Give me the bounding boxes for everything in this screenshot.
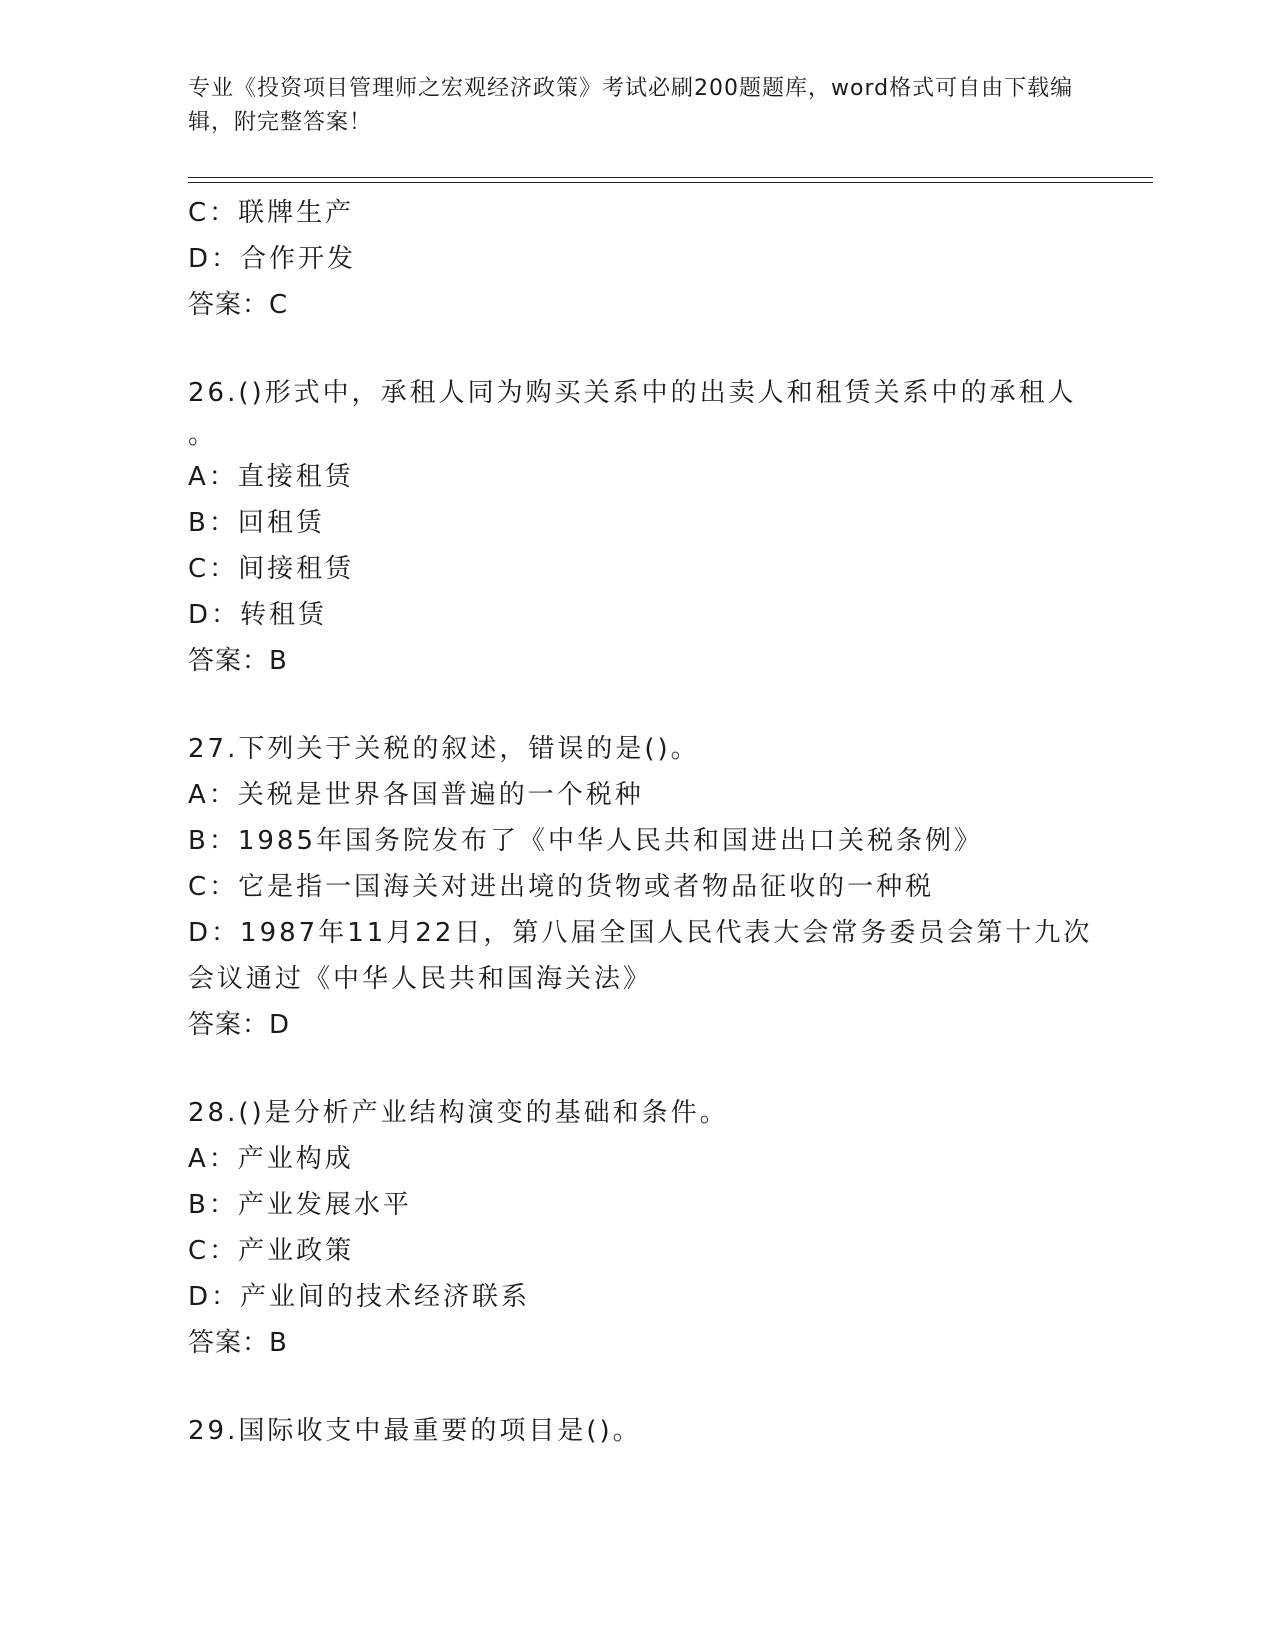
- question-stem: 26.()形式中，承租人同为购买关系中的出卖人和租赁关系中的承租人: [188, 378, 1077, 408]
- option-c: C：联牌生产: [188, 198, 355, 228]
- question-26: [188, 370, 1088, 684]
- option-b: B：产业发展水平: [188, 1190, 412, 1220]
- option-b: B：回租赁: [188, 508, 325, 538]
- option-d: D：合作开发: [188, 244, 357, 274]
- option-d-continued: 会议通过《中华人民共和国海关法》: [188, 964, 653, 994]
- option-d: D：1987年11月22日，第八届全国人民代表大会常务委员会第十九次: [188, 918, 1093, 948]
- question-27: [188, 726, 1093, 1048]
- header-divider-top: [188, 177, 1153, 178]
- option-c: C：它是指一国海关对进出境的货物或者物品征收的一种税: [188, 872, 935, 902]
- question-stem: 29.国际收支中最重要的项目是()。: [188, 1416, 642, 1446]
- header-divider-bottom: [188, 182, 1153, 183]
- option-c: C：间接租赁: [188, 554, 355, 584]
- option-d: D：产业间的技术经济联系: [188, 1282, 531, 1312]
- answer-line: 答案：B: [188, 1328, 288, 1358]
- question-stem: 27.下列关于关税的叙述，错误的是()。: [188, 734, 700, 764]
- answer-line: 答案：C: [188, 290, 289, 320]
- question-stem-tail: 。: [188, 420, 218, 450]
- answer-line: 答案：B: [188, 646, 288, 676]
- option-a: A：产业构成: [188, 1144, 354, 1174]
- previous-question-remainder: [188, 190, 1088, 328]
- question-content: [188, 190, 1093, 1454]
- answer-line: 答案：D: [188, 1010, 291, 1040]
- option-a: A：直接租赁: [188, 462, 354, 492]
- question-29: [188, 1408, 1088, 1454]
- option-c: C：产业政策: [188, 1236, 355, 1266]
- option-d: D：转租赁: [188, 600, 328, 630]
- question-stem: 28.()是分析产业结构演变的基础和条件。: [188, 1098, 729, 1128]
- option-b: B：1985年国务院发布了《中华人民共和国进出口关税条例》: [188, 826, 984, 856]
- question-28: [188, 1090, 1088, 1366]
- document-header: 专业《投资项目管理师之宏观经济政策》考试必刷200题题库，word格式可自由下载编辑，附完整答案！: [188, 76, 1074, 135]
- option-a: A：关税是世界各国普遍的一个税种: [188, 780, 644, 810]
